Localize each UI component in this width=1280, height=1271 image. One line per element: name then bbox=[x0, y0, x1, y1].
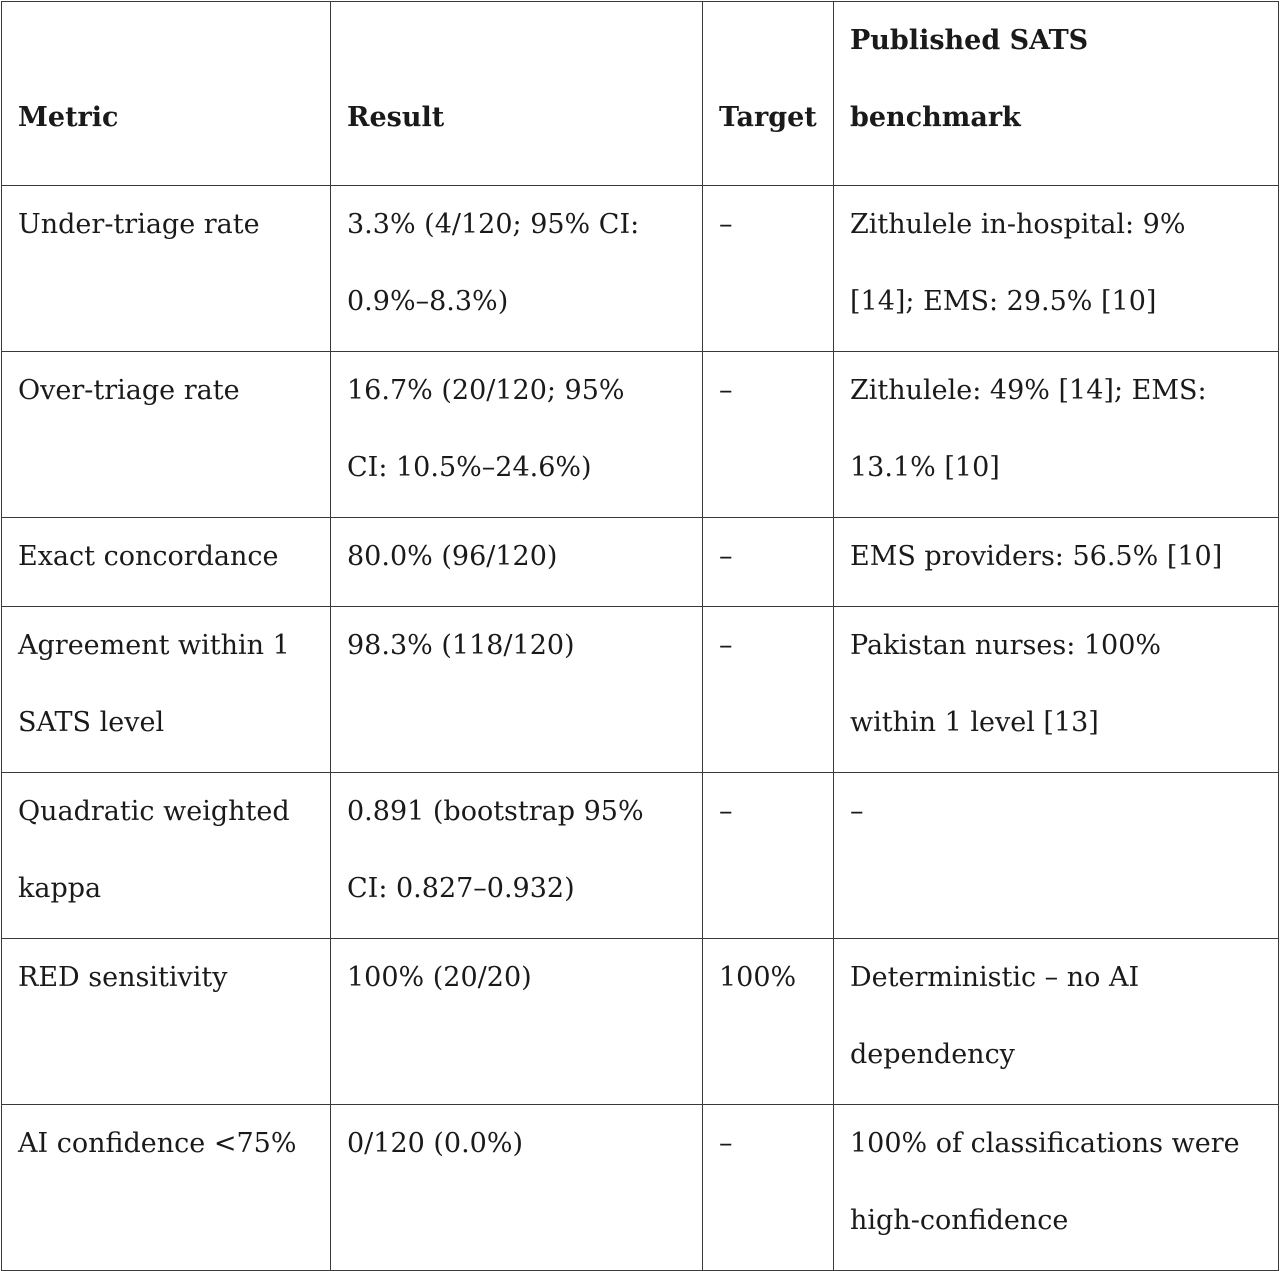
cell-benchmark: 100% of classifications were high-confidence bbox=[834, 1105, 1279, 1271]
results-table bbox=[1, 1, 1279, 1271]
table-header-row bbox=[2, 2, 1279, 186]
cell-target: – bbox=[703, 1105, 834, 1271]
table-row bbox=[2, 773, 1279, 939]
cell-metric: RED sensitivity bbox=[2, 939, 331, 1105]
table-row bbox=[2, 186, 1279, 352]
table-row bbox=[2, 518, 1279, 607]
cell-target: 100% bbox=[703, 939, 834, 1105]
header-metric: Metric bbox=[2, 2, 331, 186]
cell-metric: Quadratic weighted kappa bbox=[2, 773, 331, 939]
cell-result: 80.0% (96/120) bbox=[331, 518, 703, 607]
cell-result: 100% (20/20) bbox=[331, 939, 703, 1105]
cell-benchmark: EMS providers: 56.5% [10] bbox=[834, 518, 1279, 607]
cell-result: 98.3% (118/120) bbox=[331, 607, 703, 773]
table-row bbox=[2, 352, 1279, 518]
table-row bbox=[2, 607, 1279, 773]
cell-benchmark: Zithulele: 49% [14]; EMS: 13.1% [10] bbox=[834, 352, 1279, 518]
header-benchmark: Published SATS benchmark bbox=[834, 2, 1279, 186]
table-row bbox=[2, 939, 1279, 1105]
cell-benchmark: Pakistan nurses: 100% within 1 level [13] bbox=[834, 607, 1279, 773]
cell-target: – bbox=[703, 186, 834, 352]
cell-result: 0/120 (0.0%) bbox=[331, 1105, 703, 1271]
cell-target: – bbox=[703, 518, 834, 607]
cell-result: 3.3% (4/120; 95% CI: 0.9%–8.3%) bbox=[331, 186, 703, 352]
cell-target: – bbox=[703, 352, 834, 518]
cell-benchmark: Deterministic – no AI dependency bbox=[834, 939, 1279, 1105]
cell-benchmark: – bbox=[834, 773, 1279, 939]
cell-result: 0.891 (bootstrap 95% CI: 0.827–0.932) bbox=[331, 773, 703, 939]
cell-target: – bbox=[703, 773, 834, 939]
header-target: Target bbox=[703, 2, 834, 186]
header-result: Result bbox=[331, 2, 703, 186]
cell-metric: Over-triage rate bbox=[2, 352, 331, 518]
cell-benchmark: Zithulele in-hospital: 9% [14]; EMS: 29.5% [10] bbox=[834, 186, 1279, 352]
cell-metric: Agreement within 1 SATS level bbox=[2, 607, 331, 773]
cell-metric: Exact concordance bbox=[2, 518, 331, 607]
cell-metric: AI confidence <75% bbox=[2, 1105, 331, 1271]
cell-result: 16.7% (20/120; 95% CI: 10.5%–24.6%) bbox=[331, 352, 703, 518]
cell-metric: Under-triage rate bbox=[2, 186, 331, 352]
cell-target: – bbox=[703, 607, 834, 773]
table-row bbox=[2, 1105, 1279, 1271]
